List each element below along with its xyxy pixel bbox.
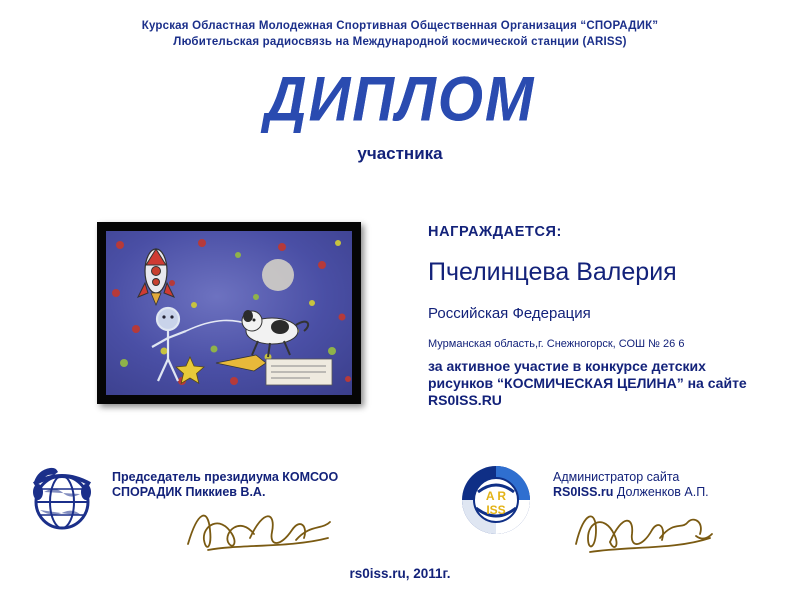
ariss-logo-text-bottom: ISS xyxy=(486,503,506,517)
ariss-logo-icon xyxy=(458,462,534,538)
certificate-title-wrap xyxy=(0,66,800,133)
childrens-drawing-icon xyxy=(106,231,352,395)
right-signature-person: Долженков А.П. xyxy=(613,485,709,499)
left-signature-line-2: СПОРАДИК Пиккиев В.А. xyxy=(112,485,266,499)
footer-site-year: rs0iss.ru, 2011г. xyxy=(349,566,451,581)
header-line-1: Курская Областная Молодежная Спортивная Общественная Организация “СПОРАДИК” xyxy=(141,20,659,32)
award-reason: за активное участие в конкурсе детских рисунков “КОСМИЧЕСКАЯ ЦЕЛИНА” на сайте RS0ISS.RU xyxy=(428,358,747,408)
right-signature-line-2 xyxy=(553,485,709,500)
ariss-logo-text-top: A R xyxy=(485,489,507,503)
right-handwritten-signature xyxy=(570,502,720,562)
artwork-image xyxy=(106,231,352,395)
header-line-2: Любительская радиосвязь на Международной космической станции (ARISS) xyxy=(173,36,627,48)
right-signature-line-1: Администратор сайта xyxy=(553,470,680,484)
artwork-frame xyxy=(97,222,361,404)
sporadic-globe-icon xyxy=(24,462,100,538)
right-signature-caption xyxy=(553,470,709,500)
right-signature-site: RS0ISS.ru xyxy=(553,485,614,499)
left-handwritten-signature xyxy=(180,500,340,562)
certificate-subtitle: участника xyxy=(357,144,443,163)
certificate-title: ДИПЛОМ xyxy=(264,64,536,135)
organization-header xyxy=(0,18,800,50)
recipient-country: Российская Федерация xyxy=(428,305,591,322)
recipient-address: Мурманская область,г. Снежногорск, СОШ № 26 6 xyxy=(428,338,685,350)
left-signature-caption xyxy=(112,470,338,500)
award-label: НАГРАЖДАЕТСЯ: xyxy=(428,224,562,240)
left-signature-line-1: Председатель президиума КОМСОО xyxy=(112,470,339,484)
recipient-name: Пчелинцева Валерия xyxy=(428,258,677,286)
